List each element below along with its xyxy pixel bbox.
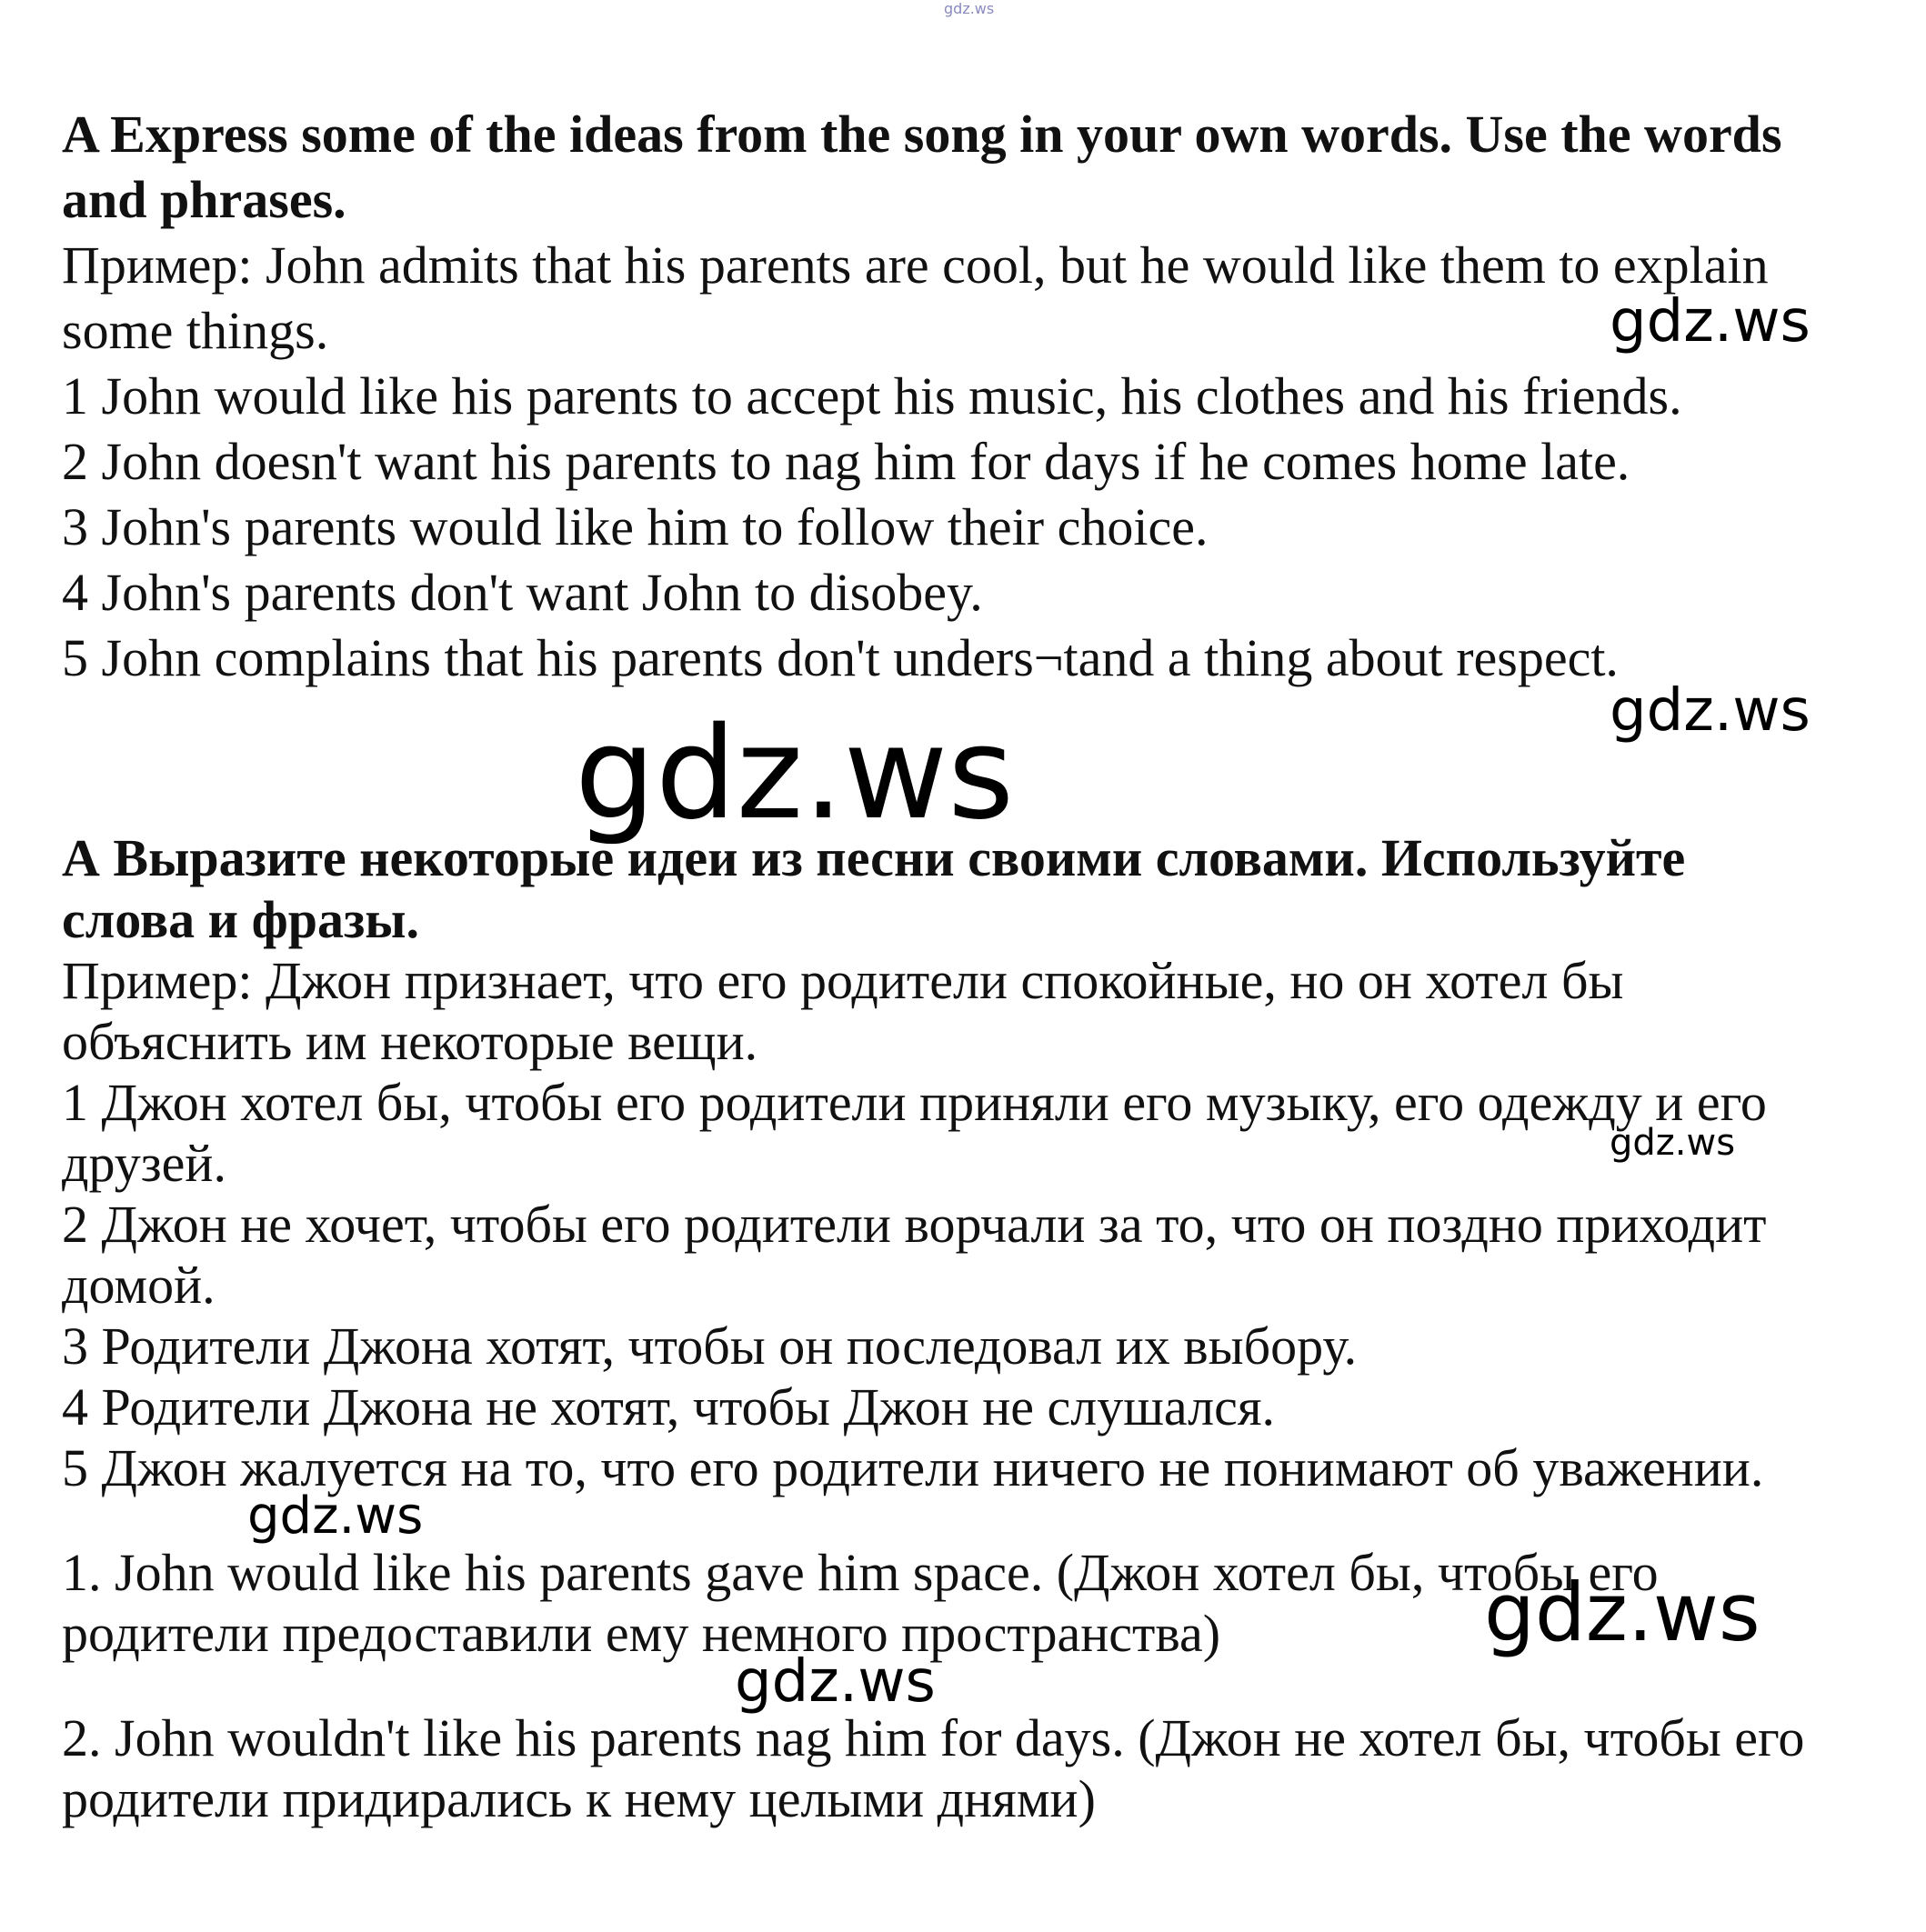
answer-2-line-2: родители придирались к нему целыми днями) xyxy=(62,1769,1096,1828)
russian-item-3: 3 Родители Джона хотят, чтобы он последовал их выбору. xyxy=(62,1316,1358,1376)
answer-2-line-1: 2. John wouldn't like his parents nag him for days. (Джон не хотел бы, чтобы его xyxy=(62,1708,1805,1767)
russian-item-2-line-2: домой. xyxy=(62,1256,216,1315)
english-example-line-1: Пример: John admits that his parents are cool, but he would like them to explain xyxy=(62,235,1769,295)
english-item-5: 5 John complains that his parents don't unders¬tand a thing about respect. xyxy=(62,628,1619,687)
english-heading-line-2: and phrases. xyxy=(62,170,346,229)
english-item-1: 1 John would like his parents to accept his music, his clothes and his friends. xyxy=(62,366,1682,425)
russian-item-4: 4 Родители Джона не хотят, чтобы Джон не слушался. xyxy=(62,1377,1275,1436)
english-item-3: 3 John's parents would like him to follow their choice. xyxy=(62,497,1209,556)
english-heading-line-1: A Express some of the ideas from the song in your own words. Use the words xyxy=(62,105,1782,164)
russian-item-1-line-1: 1 Джон хотел бы, чтобы его родители приняли его музыку, его одежду и его xyxy=(62,1073,1767,1132)
russian-item-1-line-2: друзей. xyxy=(62,1134,226,1193)
watermark-1: gdz.ws xyxy=(1610,288,1811,355)
english-example-line-2: some things. xyxy=(62,301,329,360)
watermark-3: gdz.ws xyxy=(247,1487,424,1546)
answer-1-line-2: родители предоставили ему немного пространства) xyxy=(62,1604,1221,1663)
russian-example-line-2: объяснить им некоторые вещи. xyxy=(62,1012,758,1071)
answer-1-line-1: 1. John would like his parents gave him space. (Джон хотел бы, чтобы его xyxy=(62,1543,1659,1602)
english-item-2: 2 John doesn't want his parents to nag him for days if he comes home late. xyxy=(62,432,1630,491)
russian-heading-line-2: слова и фразы. xyxy=(62,890,420,949)
watermark-large: gdz.ws xyxy=(1484,1566,1760,1659)
russian-example-line-1: Пример: Джон признает, что его родители спокойные, но он хотел бы xyxy=(62,951,1624,1010)
english-item-4: 4 John's parents don't want John to disobey. xyxy=(62,563,983,622)
russian-item-2-line-1: 2 Джон не хочет, чтобы его родители ворчали за то, что он поздно приходит xyxy=(62,1195,1767,1254)
russian-item-5: 5 Джон жалуется на то, что его родители ничего не понимают об уважении. xyxy=(62,1438,1764,1497)
watermark-tiny-top: gdz.ws xyxy=(944,0,995,17)
watermark-big: gdz.ws xyxy=(575,700,1015,848)
watermark-small: gdz.ws xyxy=(1610,1122,1736,1164)
watermark-2: gdz.ws xyxy=(1610,677,1811,745)
russian-heading-line-1: А Выразите некоторые идеи из песни своими словами. Используйте xyxy=(62,828,1686,887)
watermark-4: gdz.ws xyxy=(735,1648,936,1716)
